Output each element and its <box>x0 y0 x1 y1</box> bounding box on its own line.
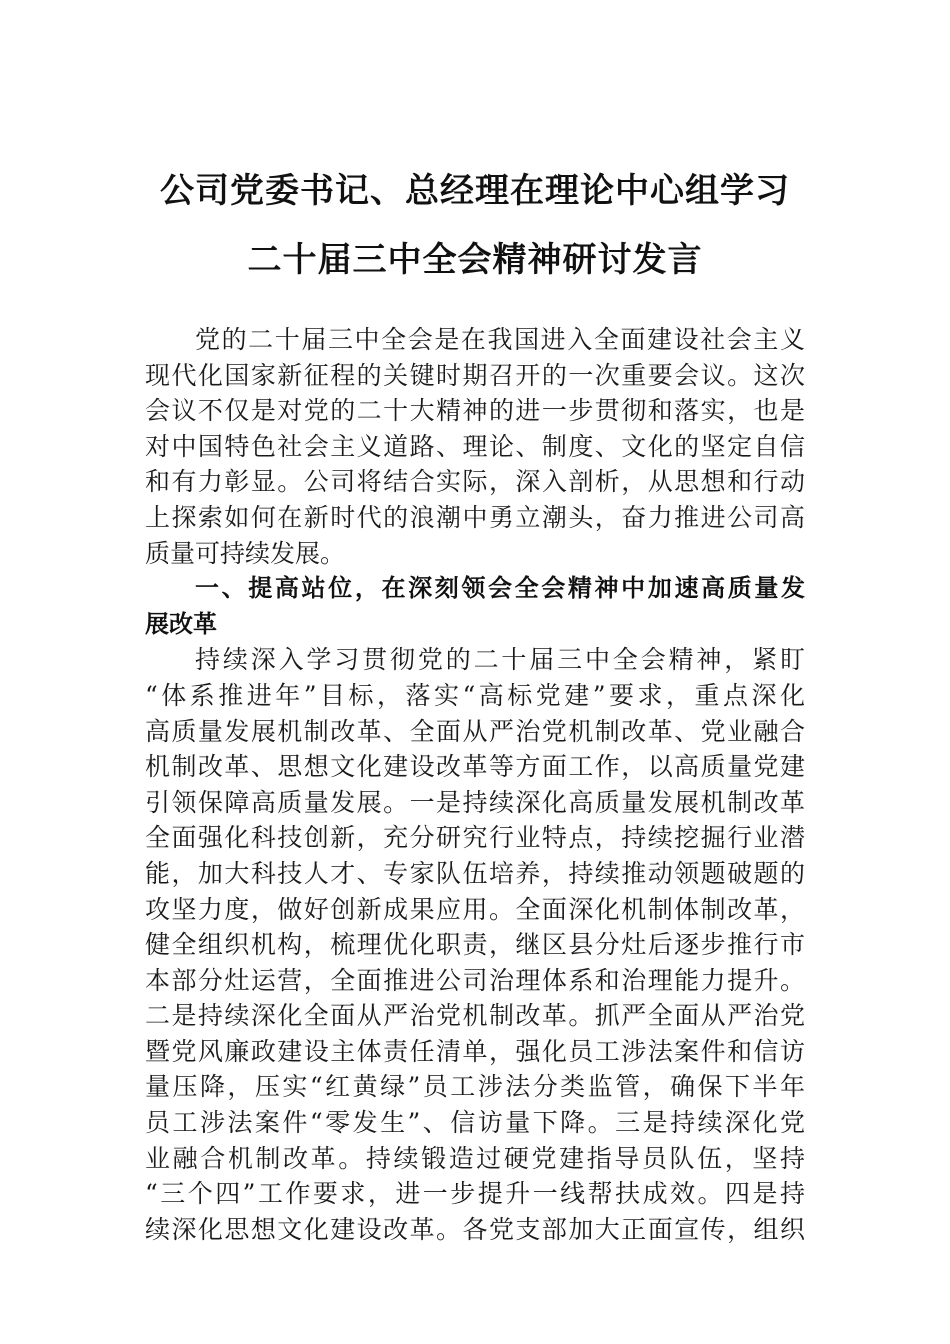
document-title-line-1: 公司党委书记、总经理在理论中心组学习 <box>160 171 790 211</box>
text-line: 现代化国家新征程的关键时期召开的一次重要会议。这次 <box>145 360 805 390</box>
text-line: 攻坚力度，做好创新成果应用。全面深化机制体制改革， <box>145 894 805 924</box>
text-line: 业融合机制改革。持续锻造过硬党建指导员队伍，坚持 <box>145 1143 805 1173</box>
text-line: 党的二十届三中全会是在我国进入全面建设社会主义 <box>195 325 805 354</box>
document-title-line-2: 二十届三中全会精神研讨发言 <box>247 240 703 280</box>
text-line: 全面强化科技创新，充分研究行业特点，持续挖掘行业潜 <box>145 823 805 853</box>
text-line: 会议不仅是对党的二十大精神的进一步贯彻和落实，也是 <box>145 396 805 426</box>
text-line: 本部分灶运营，全面推进公司治理体系和治理能力提升。 <box>145 965 805 995</box>
text-line: 能，加大科技人才、专家队伍培养，持续推动领题破题的 <box>145 858 805 888</box>
text-line: 上探索如何在新时代的浪潮中勇立潮头，奋力推进公司高 <box>145 502 805 532</box>
section-paragraph <box>145 642 805 1247</box>
text-line: 员工涉法案件“零发生”、信访量下降。三是持续深化党 <box>145 1108 805 1138</box>
text-line: 续深化思想文化建设改革。各党支部加大正面宣传，组织 <box>145 1214 805 1244</box>
text-line: 量压降，压实“红黄绿”员工涉法分类监管，确保下半年 <box>145 1072 805 1102</box>
heading-line: 展改革 <box>145 609 217 638</box>
text-line: 引领保障高质量发展。一是持续深化高质量发展机制改革 <box>145 787 805 817</box>
text-line: 二是持续深化全面从严治党机制改革。抓严全面从严治党 <box>145 1001 805 1031</box>
text-line: 对中国特色社会主义道路、理论、制度、文化的坚定自信 <box>145 431 805 461</box>
text-line: 质量可持续发展。 <box>145 538 346 568</box>
text-line: 健全组织机构，梳理优化职责，继区县分灶后逐步推行市 <box>145 930 805 960</box>
text-line: 持续深入学习贯彻党的二十届三中全会精神，紧盯 <box>195 645 805 675</box>
text-line: “三个四”工作要求，进一步提升一线帮扶成效。四是持 <box>145 1179 805 1209</box>
text-line: 机制改革、思想文化建设改革等方面工作，以高质量党建 <box>145 752 805 782</box>
text-line: 高质量发展机制改革、全面从严治党机制改革、党业融合 <box>145 716 805 746</box>
heading-line: 一、提高站位，在深刻领会全会精神中加速高质量发 <box>195 574 805 603</box>
text-line: “体系推进年”目标，落实“高标党建”要求，重点深化 <box>145 680 805 710</box>
section-heading <box>145 571 805 642</box>
document-body <box>145 322 805 1247</box>
text-line: 和有力彰显。公司将结合实际，深入剖析，从思想和行动 <box>145 467 805 497</box>
intro-paragraph <box>145 322 805 571</box>
text-line: 暨党风廉政建设主体责任清单，强化员工涉法案件和信访 <box>145 1036 805 1066</box>
